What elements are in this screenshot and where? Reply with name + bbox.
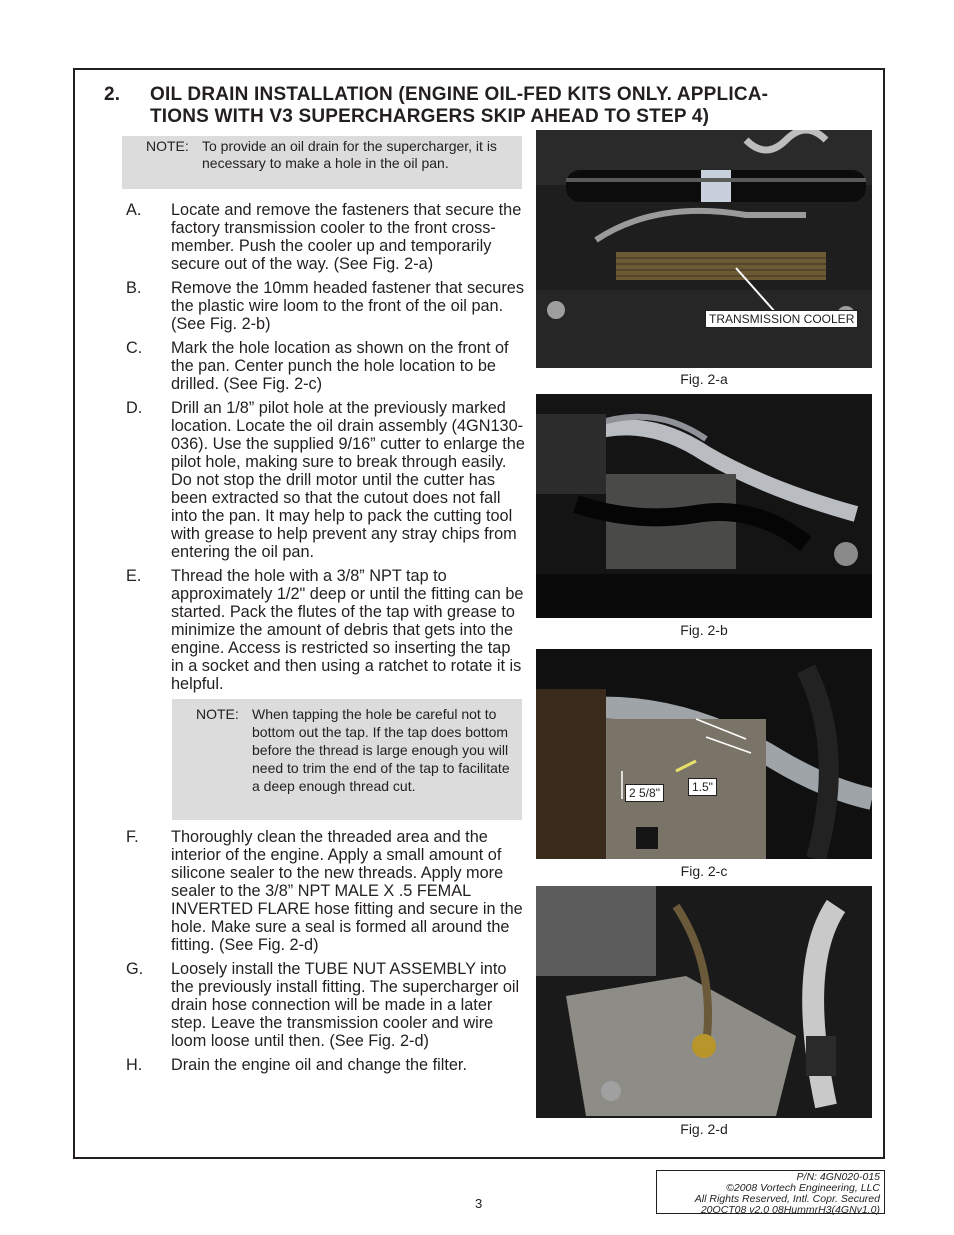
callout-1-5: 1.5" [688, 778, 717, 796]
note-box-tap [172, 699, 522, 820]
step-e [126, 567, 526, 693]
step-letter: A. [126, 201, 142, 219]
step-letter: F. [126, 828, 139, 846]
footer-rights: All Rights Reserved, Intl. Copr. Secured [694, 1193, 880, 1205]
step-letter: H. [126, 1056, 143, 1074]
step-letter: E. [126, 567, 142, 585]
step-text: Loosely install the TUBE NUT ASSEMBLY into the previously install fitting. The supercharger oil drain hose connection will be made in a later step. Leave the transmission cooler and wire loom loose until then. (See Fig. 2-d) [171, 960, 520, 1050]
footer-copyright: ©2008 Vortech Engineering, LLC [726, 1182, 880, 1194]
figure-caption: Fig. 2-d [680, 1121, 728, 1137]
step-text: Thread the hole with a 3/8” NPT tap to approximately 1/2" deep or until the fitting can be started. Pack the flutes of the tap with grease to minimize the amount of debris that gets into the engine. Access is restricted so inserting the tap in a socket and then using a ratchet to rotate it is helpful. [171, 567, 524, 693]
step-a [126, 201, 526, 273]
figure-2a-photo [536, 130, 872, 368]
step-h [126, 1056, 526, 1074]
step-text: Remove the 10mm headed fastener that secures the plastic wire loom to the front of the oil pan. (See Fig. 2-b) [171, 279, 524, 333]
step-text: Drain the engine oil and change the filter. [171, 1056, 467, 1074]
step-f [126, 828, 526, 954]
section-number: 2. [104, 84, 121, 105]
note-text: When tapping the hole be careful not to bottom out the tap. If the tap does bottom before the thread is large enough you will need to trim the end of the tap to facilitate a deep enough thread cut. [252, 706, 510, 794]
footer-version: 20OCT08 v2.0 08HummrH3(4GNv1.0) [700, 1204, 880, 1216]
step-text: Drill an 1/8” pilot hole at the previously marked location. Locate the oil drain assembly (4GN130-036). Use the supplied 9/16” cutter to enlarge the pilot hole, making sure to break through easily. Do not stop the drill motor until the cutter has been extracted so that the cutout does not fall into the pan. It may help to pack the cutting tool with grease to help prevent any stray chips from entering the oil pan. [171, 399, 525, 561]
page-number: 3 [475, 1196, 483, 1211]
step-letter: G. [126, 960, 144, 978]
footer-part-number: P/N: 4GN020-015 [796, 1171, 880, 1183]
figure-caption: Fig. 2-a [680, 371, 728, 387]
step-list [126, 201, 526, 1080]
step-g [126, 960, 526, 1050]
step-text: Mark the hole location as shown on the front of the pan. Center punch the hole location to be drilled. (See Fig. 2-c) [171, 339, 509, 393]
step-letter: C. [126, 339, 143, 357]
step-b [126, 279, 526, 333]
step-letter: B. [126, 279, 142, 297]
step-text: Locate and remove the fasteners that secure the factory transmission cooler to the front cross-member. Push the cooler up and temporarily secure out of the way. (See Fig. 2-a) [171, 201, 522, 273]
note-text: To provide an oil drain for the supercharger, it is necessary to make a hole in the oil pan. [202, 138, 497, 171]
callout-transmission-cooler: TRANSMISSION COOLER [705, 310, 858, 328]
step-text: Thoroughly clean the threaded area and the interior of the engine. Apply a small amount of silicone sealer to the new threads. Apply more sealer to the 3/8” NPT MALE X .5 FEMAL INVERTED FLARE hose fitting and secure in the hole. Make sure a seal is formed all around the fitting. (See Fig. 2-d) [171, 828, 523, 954]
figure-caption: Fig. 2-b [680, 622, 728, 638]
note-box-top [122, 136, 522, 189]
note-label: NOTE: [146, 138, 189, 154]
figure-caption: Fig. 2-c [680, 863, 728, 879]
step-c [126, 339, 526, 393]
step-letter: D. [126, 399, 143, 417]
note-label: NOTE: [196, 706, 239, 722]
figure-2c-photo [536, 649, 872, 859]
figure-2b-photo [536, 394, 872, 618]
footer-info [656, 1170, 885, 1214]
section-title: OIL DRAIN INSTALLATION (ENGINE OIL-FED KITS ONLY. APPLICA- TIONS WITH V3 SUPERCHARGERS SKIP AHEAD TO STEP 4) [150, 84, 769, 127]
figure-2d-photo [536, 886, 872, 1118]
callout-2-5-8: 2 5/8" [625, 784, 664, 802]
step-d [126, 399, 526, 561]
